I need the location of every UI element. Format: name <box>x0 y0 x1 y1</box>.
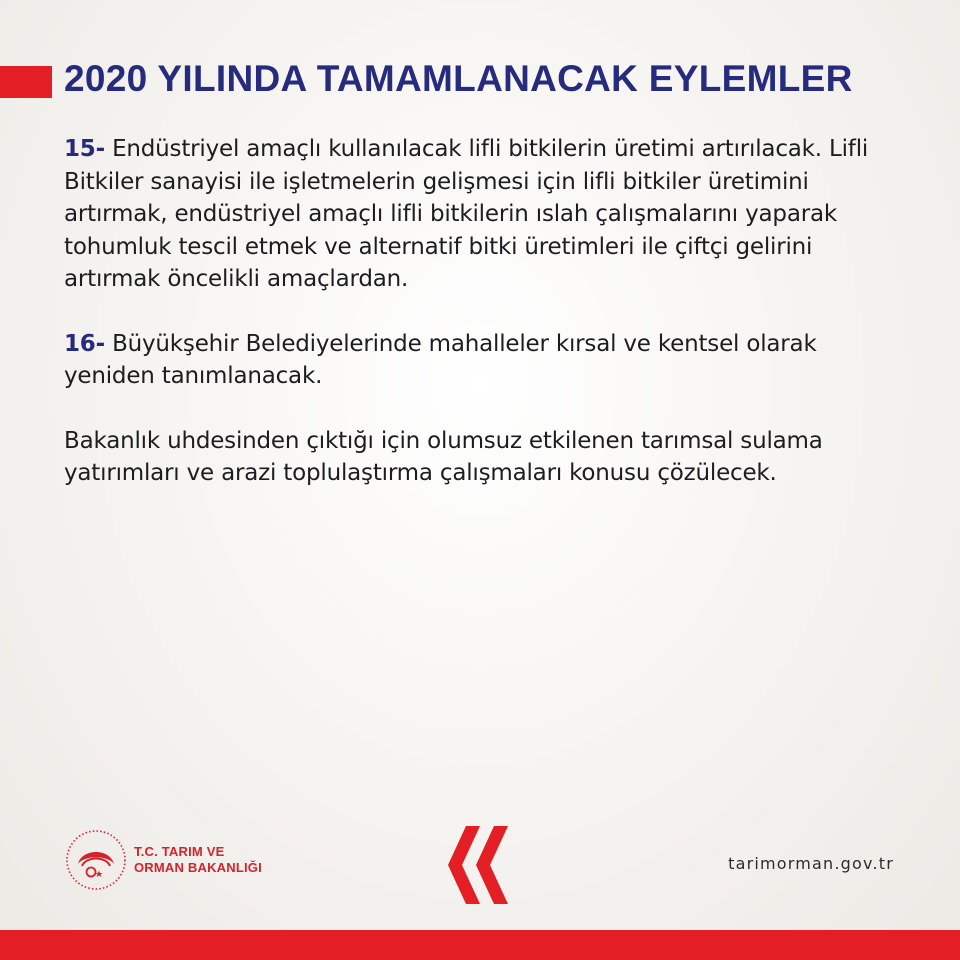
item-text: Endüstriyel amaçlı kullanılacak lifli bitkilerin üretimi artırılacak. Lifli Bitkiler sanayisi ile işletmelerin gelişmesi için lifli bitkiler üretimini artırmak, endüstriyel amaçlı lifli bitkilerin ıslah çalışmalarını yaparak tohumluk tescil etmek ve alternatif bitki üretimleri ile çiftçi gelirini artırmak öncelikli amaçlardan. <box>64 136 869 292</box>
item-number: 16- <box>64 330 105 357</box>
content-body <box>64 133 914 522</box>
ministry-name-line2: ORMAN BAKANLIĞI <box>134 860 262 875</box>
ministry-emblem-icon <box>64 828 128 892</box>
item-text: Büyükşehir Belediyelerinde mahalleler kırsal ve kentsel olarak yeniden tanımlanacak. <box>64 330 817 389</box>
list-item <box>64 328 914 393</box>
item-number: 15- <box>64 136 105 162</box>
double-chevron-left-icon <box>446 826 514 904</box>
bottom-accent-bar <box>0 930 960 960</box>
header-accent-bar <box>0 66 52 98</box>
website-link[interactable]: tarimorman.gov.tr <box>728 854 894 873</box>
ministry-logo <box>64 828 262 892</box>
list-item <box>64 133 914 296</box>
extra-paragraph: Bakanlık uhdesinden çıktığı için olumsuz etkilenen tarımsal sulama yatırımları ve arazi toplulaştırma çalışmaları konusu çözülecek. <box>64 427 823 486</box>
ministry-name-line1: T.C. TARIM VE <box>134 844 225 859</box>
page-title: 2020 YILINDA TAMAMLANACAK EYLEMLER <box>64 58 853 99</box>
